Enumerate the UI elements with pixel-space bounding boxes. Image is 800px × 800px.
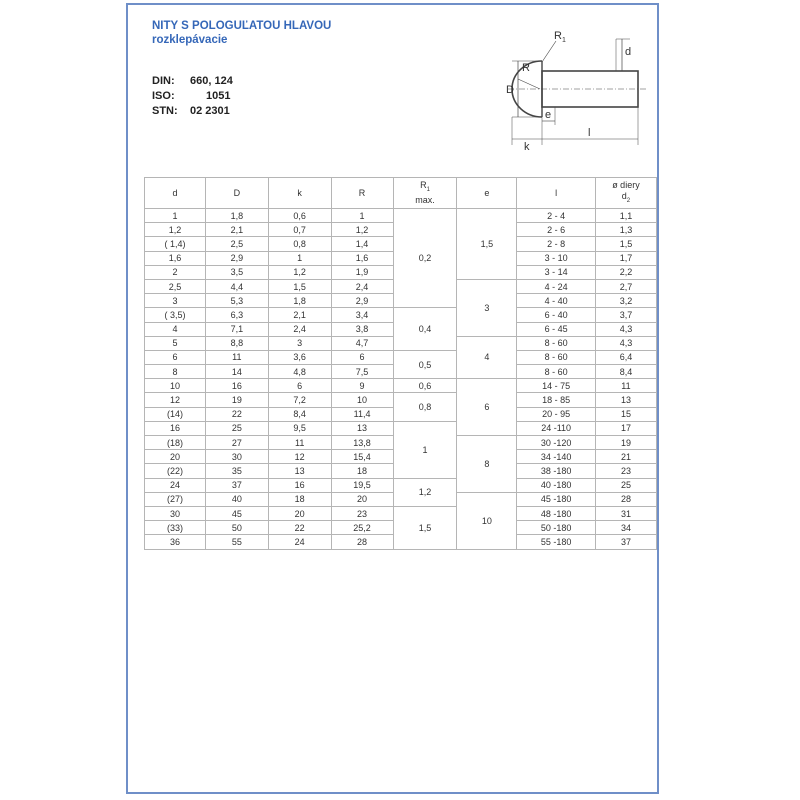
cell-l: 8 - 60 — [517, 365, 596, 379]
cell-l: 40 -180 — [517, 478, 596, 492]
cell-D: 22 — [205, 407, 268, 421]
cell-R1: 0,6 — [393, 379, 457, 393]
cell-d2: 23 — [595, 464, 656, 478]
cell-d: 2 — [145, 265, 206, 279]
cell-R: 9 — [331, 379, 393, 393]
cell-D: 11 — [205, 350, 268, 364]
cell-k: 22 — [268, 521, 331, 535]
cell-d: (18) — [145, 436, 206, 450]
cell-k: 13 — [268, 464, 331, 478]
cell-d: 8 — [145, 365, 206, 379]
cell-d2: 1,1 — [595, 209, 656, 223]
cell-l: 50 -180 — [517, 521, 596, 535]
standard-iso — [152, 90, 231, 102]
standard-label: ISO: — [152, 90, 175, 102]
cell-d: 24 — [145, 478, 206, 492]
cell-d: (14) — [145, 407, 206, 421]
cell-D: 16 — [205, 379, 268, 393]
cell-R: 1,4 — [331, 237, 393, 251]
cell-k: 11 — [268, 436, 331, 450]
table-row — [145, 350, 657, 364]
cell-k: 1,2 — [268, 265, 331, 279]
cell-d: (27) — [145, 492, 206, 506]
cell-d: 2,5 — [145, 279, 206, 293]
label-R1: $R_1$ — [554, 30, 566, 44]
cell-k: 4,8 — [268, 365, 331, 379]
cell-D: 27 — [205, 436, 268, 450]
cell-k: 20 — [268, 506, 331, 520]
cell-R: 6 — [331, 350, 393, 364]
cell-D: 45 — [205, 506, 268, 520]
cell-R: 25,2 — [331, 521, 393, 535]
cell-d2: 37 — [595, 535, 656, 549]
cell-R: 1,2 — [331, 223, 393, 237]
label-D: D — [506, 84, 514, 96]
cell-R1: 0,5 — [393, 350, 457, 378]
cell-d: 5 — [145, 336, 206, 350]
header-k: k — [268, 178, 331, 209]
cell-R: 4,7 — [331, 336, 393, 350]
cell-D: 2,9 — [205, 251, 268, 265]
cell-d2: 34 — [595, 521, 656, 535]
cell-k: 0,8 — [268, 237, 331, 251]
cell-D: 6,3 — [205, 308, 268, 322]
cell-e: 4 — [457, 336, 517, 379]
cell-k: 0,6 — [268, 209, 331, 223]
cell-k: 7,2 — [268, 393, 331, 407]
cell-D: 14 — [205, 365, 268, 379]
header-e: e — [457, 178, 517, 209]
header-R1: $R_1$ max. — [393, 178, 457, 209]
cell-d2: 1,5 — [595, 237, 656, 251]
cell-R1: 1,2 — [393, 478, 457, 506]
table-row — [145, 209, 657, 223]
rivet-dimensions-table — [144, 177, 657, 550]
cell-d2: 31 — [595, 506, 656, 520]
cell-R: 3,8 — [331, 322, 393, 336]
cell-l: 30 -120 — [517, 436, 596, 450]
standard-value: 1051 — [206, 90, 231, 102]
table-row — [145, 506, 657, 520]
cell-d: 12 — [145, 393, 206, 407]
cell-R: 20 — [331, 492, 393, 506]
cell-d2: 6,4 — [595, 350, 656, 364]
standard-stn — [152, 105, 230, 117]
cell-D: 8,8 — [205, 336, 268, 350]
cell-d: 6 — [145, 350, 206, 364]
cell-R: 19,5 — [331, 478, 393, 492]
cell-D: 19 — [205, 393, 268, 407]
cell-d2: 19 — [595, 436, 656, 450]
cell-l: 38 -180 — [517, 464, 596, 478]
cell-D: 5,3 — [205, 294, 268, 308]
cell-d2: 1,7 — [595, 251, 656, 265]
cell-k: 9,5 — [268, 421, 331, 435]
cell-R: 7,5 — [331, 365, 393, 379]
cell-d2: 17 — [595, 421, 656, 435]
cell-d2: 1,3 — [595, 223, 656, 237]
cell-d: 20 — [145, 450, 206, 464]
cell-l: 2 - 4 — [517, 209, 596, 223]
cell-D: 1,8 — [205, 209, 268, 223]
header-l: l — [517, 178, 596, 209]
cell-D: 7,1 — [205, 322, 268, 336]
table-row — [145, 478, 657, 492]
cell-d2: 3,2 — [595, 294, 656, 308]
cell-k: 16 — [268, 478, 331, 492]
cell-d: 1,2 — [145, 223, 206, 237]
datasheet-page — [126, 3, 659, 794]
cell-e: 6 — [457, 379, 517, 436]
cell-R: 28 — [331, 535, 393, 549]
cell-d: 3 — [145, 294, 206, 308]
cell-k: 1,8 — [268, 294, 331, 308]
cell-D: 25 — [205, 421, 268, 435]
cell-l: 2 - 8 — [517, 237, 596, 251]
cell-R: 1,9 — [331, 265, 393, 279]
cell-R: 1 — [331, 209, 393, 223]
cell-d2: 2,7 — [595, 279, 656, 293]
cell-d: ( 3,5) — [145, 308, 206, 322]
cell-d: 30 — [145, 506, 206, 520]
cell-R: 13,8 — [331, 436, 393, 450]
cell-l: 20 - 95 — [517, 407, 596, 421]
cell-R: 13 — [331, 421, 393, 435]
cell-d2: 28 — [595, 492, 656, 506]
cell-d: 10 — [145, 379, 206, 393]
cell-R1: 1 — [393, 421, 457, 478]
cell-l: 14 - 75 — [517, 379, 596, 393]
cell-k: 24 — [268, 535, 331, 549]
cell-d: 4 — [145, 322, 206, 336]
cell-R1: 0,2 — [393, 209, 457, 308]
cell-e: 1,5 — [457, 209, 517, 280]
cell-d: 36 — [145, 535, 206, 549]
table-row — [145, 308, 657, 322]
cell-R: 15,4 — [331, 450, 393, 464]
standard-value: 660, 124 — [190, 75, 233, 87]
cell-l: 48 -180 — [517, 506, 596, 520]
cell-k: 1 — [268, 251, 331, 265]
cell-d: ( 1,4) — [145, 237, 206, 251]
cell-D: 35 — [205, 464, 268, 478]
page-title: NITY S POLOGUĽATOU HLAVOU — [152, 20, 332, 32]
cell-D: 2,1 — [205, 223, 268, 237]
cell-l: 4 - 24 — [517, 279, 596, 293]
cell-k: 0,7 — [268, 223, 331, 237]
cell-e: 3 — [457, 279, 517, 336]
cell-k: 3,6 — [268, 350, 331, 364]
cell-l: 6 - 40 — [517, 308, 596, 322]
cell-d2: 2,2 — [595, 265, 656, 279]
cell-R1: 0,8 — [393, 393, 457, 421]
standard-value: 02 2301 — [190, 105, 230, 117]
cell-d2: 13 — [595, 393, 656, 407]
cell-D: 50 — [205, 521, 268, 535]
header-d2: ø diery $d_2$ — [595, 178, 656, 209]
dim-R-leader — [518, 79, 540, 89]
cell-k: 18 — [268, 492, 331, 506]
label-l: l — [588, 127, 591, 139]
cell-D: 55 — [205, 535, 268, 549]
table-row — [145, 421, 657, 435]
cell-l: 18 - 85 — [517, 393, 596, 407]
table-header-row — [145, 178, 657, 209]
cell-D: 40 — [205, 492, 268, 506]
cell-d2: 4,3 — [595, 336, 656, 350]
cell-d2: 15 — [595, 407, 656, 421]
header-d: d — [145, 178, 206, 209]
cell-R: 18 — [331, 464, 393, 478]
rivet-drawing — [498, 19, 648, 154]
cell-R: 11,4 — [331, 407, 393, 421]
cell-d2: 3,7 — [595, 308, 656, 322]
standard-label: DIN: — [152, 75, 175, 87]
cell-d: (22) — [145, 464, 206, 478]
cell-R: 23 — [331, 506, 393, 520]
cell-k: 12 — [268, 450, 331, 464]
cell-d: 1 — [145, 209, 206, 223]
cell-l: 6 - 45 — [517, 322, 596, 336]
cell-k: 8,4 — [268, 407, 331, 421]
cell-k: 3 — [268, 336, 331, 350]
cell-R: 1,6 — [331, 251, 393, 265]
table-row — [145, 379, 657, 393]
cell-R1: 1,5 — [393, 506, 457, 549]
cell-R: 10 — [331, 393, 393, 407]
cell-l: 45 -180 — [517, 492, 596, 506]
header-R: R — [331, 178, 393, 209]
cell-l: 2 - 6 — [517, 223, 596, 237]
dim-R1-leader — [542, 41, 556, 62]
cell-d2: 4,3 — [595, 322, 656, 336]
cell-d2: 11 — [595, 379, 656, 393]
label-R: R — [522, 62, 530, 74]
label-k: k — [524, 141, 530, 153]
cell-d2: 8,4 — [595, 365, 656, 379]
cell-k: 2,1 — [268, 308, 331, 322]
cell-D: 4,4 — [205, 279, 268, 293]
cell-d: (33) — [145, 521, 206, 535]
cell-R1: 0,4 — [393, 308, 457, 351]
cell-R: 2,9 — [331, 294, 393, 308]
cell-l: 3 - 10 — [517, 251, 596, 265]
header-D: D — [205, 178, 268, 209]
cell-e: 10 — [457, 492, 517, 549]
cell-l: 24 -110 — [517, 421, 596, 435]
cell-l: 8 - 60 — [517, 350, 596, 364]
cell-d2: 25 — [595, 478, 656, 492]
cell-D: 30 — [205, 450, 268, 464]
label-e: e — [545, 109, 552, 121]
table-row — [145, 393, 657, 407]
cell-e: 8 — [457, 436, 517, 493]
cell-R: 2,4 — [331, 279, 393, 293]
cell-l: 3 - 14 — [517, 265, 596, 279]
standard-din — [152, 75, 233, 87]
cell-l: 4 - 40 — [517, 294, 596, 308]
cell-k: 2,4 — [268, 322, 331, 336]
cell-l: 8 - 60 — [517, 336, 596, 350]
label-d: d — [625, 46, 632, 58]
cell-k: 6 — [268, 379, 331, 393]
cell-R: 3,4 — [331, 308, 393, 322]
cell-l: 55 -180 — [517, 535, 596, 549]
cell-d: 1,6 — [145, 251, 206, 265]
cell-k: 1,5 — [268, 279, 331, 293]
page-subtitle: rozklepávacie — [152, 34, 228, 46]
cell-D: 2,5 — [205, 237, 268, 251]
cell-D: 37 — [205, 478, 268, 492]
cell-l: 34 -140 — [517, 450, 596, 464]
cell-D: 3,5 — [205, 265, 268, 279]
cell-d: 16 — [145, 421, 206, 435]
standard-label: STN: — [152, 105, 178, 117]
cell-d2: 21 — [595, 450, 656, 464]
